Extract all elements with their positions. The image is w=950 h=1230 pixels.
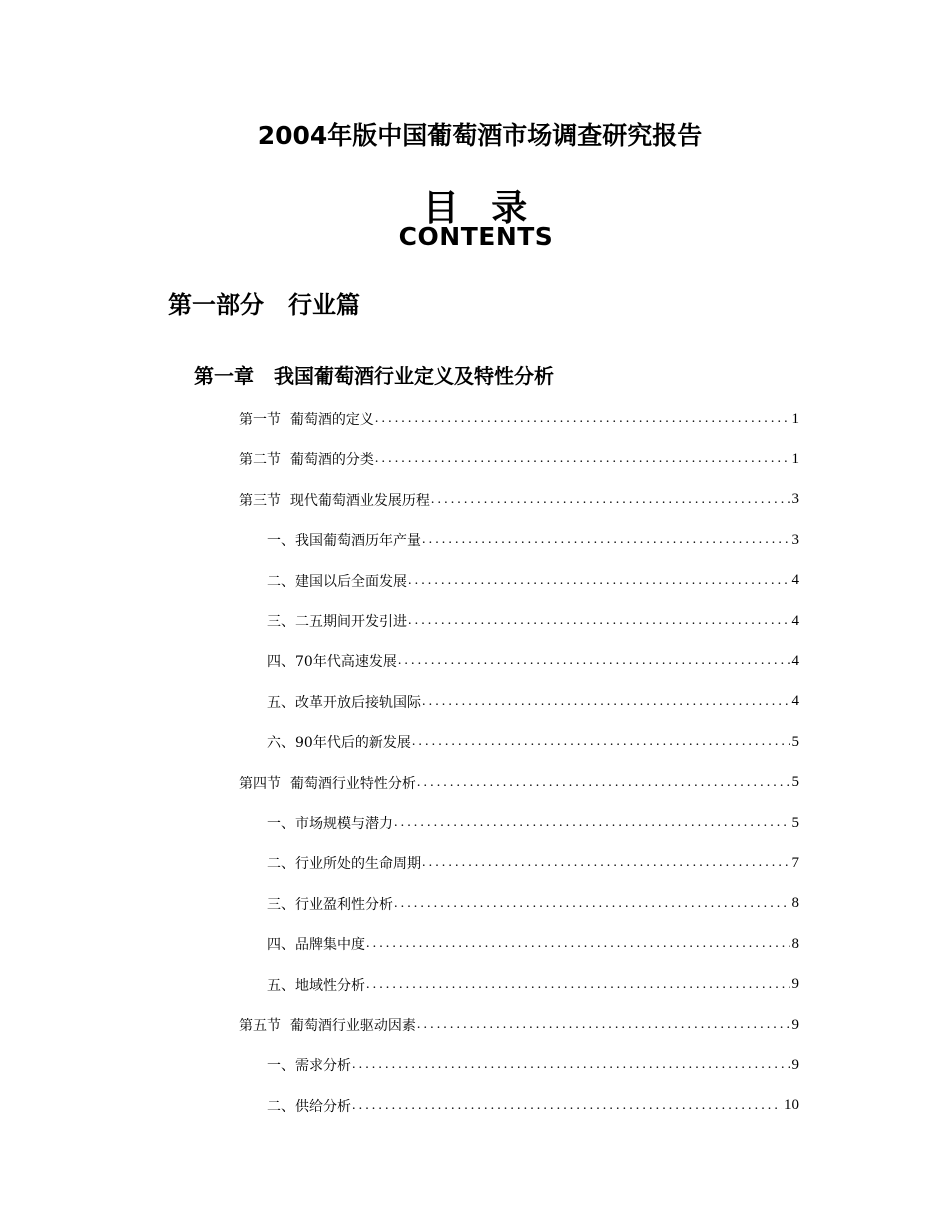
toc-page-number: 8 (791, 935, 799, 952)
toc-entry[interactable] (267, 1086, 799, 1126)
toc-entry[interactable] (239, 1005, 799, 1045)
toc-entry[interactable] (267, 803, 799, 843)
document-title: 2004年版中国葡萄酒市场调查研究报告 (257, 121, 703, 150)
toc-entry-text: 二、行业所处的生命周期 (267, 856, 421, 873)
toc-entry-text: 三、行业盈利性分析 (267, 896, 393, 913)
toc-entry[interactable] (267, 843, 799, 883)
toc-dot-leader (352, 1057, 790, 1073)
toc-entry-text: 四、品牌集中度 (267, 937, 365, 954)
toc-page-number: 8 (791, 895, 799, 912)
toc-entry-text: 第二节 葡萄酒的分类 (239, 452, 374, 469)
toc-page-number: 4 (791, 612, 799, 629)
toc-page-number: 5 (791, 814, 799, 831)
toc-dot-leader (366, 977, 790, 993)
toc-dot-leader (375, 451, 790, 467)
toc-dot-leader (394, 896, 790, 912)
toc-entry-text: 五、地域性分析 (267, 977, 365, 994)
toc-page-number: 3 (791, 531, 799, 548)
toc-page-number: 1 (791, 410, 799, 427)
toc-entry-text: 二、供给分析 (267, 1098, 351, 1115)
part-heading[interactable]: 第一部分 行业篇 (168, 291, 360, 319)
toc-entry[interactable] (239, 439, 799, 479)
toc-entry[interactable] (267, 601, 799, 641)
toc-dot-leader (408, 573, 790, 589)
toc-entry-text: 第五节 葡萄酒行业驱动因素 (239, 1018, 416, 1034)
toc-page-number: 5 (791, 733, 799, 750)
toc-dot-leader (398, 653, 790, 669)
toc-dot-leader (408, 613, 790, 629)
toc-page-number: 10 (784, 1097, 799, 1114)
toc-title: 目 录 (422, 188, 538, 229)
toc-dot-leader (422, 694, 790, 710)
toc-page-number: 3 (791, 491, 799, 508)
toc-entry[interactable] (267, 561, 799, 601)
toc-dot-leader (412, 734, 790, 750)
toc-entry-text: 第四节 葡萄酒行业特性分析 (239, 775, 416, 792)
toc-page-number: 5 (791, 774, 799, 791)
toc-entry-text: 五、改革开放后接轨国际 (267, 694, 421, 711)
toc-entry-text: 四、70年代高速发展 (267, 654, 397, 671)
chapter-heading[interactable]: 第一章 我国葡萄酒行业定义及特性分析 (194, 364, 554, 388)
toc-dot-leader (431, 492, 790, 508)
toc-page-number: 1 (791, 450, 799, 467)
toc-entry[interactable] (267, 924, 799, 964)
toc-entry[interactable] (267, 641, 799, 681)
toc-entry[interactable] (239, 480, 799, 520)
toc-entry[interactable] (267, 965, 799, 1005)
toc-entry-text: 三、二五期间开发引进 (267, 614, 407, 630)
toc-entry[interactable] (267, 682, 799, 722)
toc-dot-leader (394, 815, 790, 831)
toc-entry[interactable] (239, 763, 799, 803)
toc-dot-leader (417, 775, 790, 791)
toc-entry[interactable] (267, 722, 799, 762)
toc-page-number: 4 (791, 572, 799, 589)
toc-page-number: 7 (791, 854, 799, 871)
toc-entry-text: 一、市场规模与潜力 (267, 816, 393, 832)
toc-entry[interactable] (239, 399, 799, 439)
toc-dot-leader (366, 936, 790, 952)
toc-page-number: 9 (791, 1056, 799, 1073)
toc-dot-leader (422, 855, 790, 871)
toc-entry-text: 二、建国以后全面发展 (267, 573, 407, 590)
toc-entry-text: 一、我国葡萄酒历年产量 (267, 533, 421, 550)
toc-dot-leader (417, 1017, 790, 1033)
toc-page-number: 9 (791, 976, 799, 993)
toc-page-number: 9 (791, 1016, 799, 1033)
toc-entry-text: 六、90年代后的新发展 (267, 735, 411, 752)
toc-entry[interactable] (267, 520, 799, 560)
toc-dot-leader (422, 532, 790, 548)
toc-entry[interactable] (267, 884, 799, 924)
toc-subtitle: CONTENTS (398, 222, 554, 251)
toc-page-number: 4 (791, 652, 799, 669)
toc-entry[interactable] (267, 1045, 799, 1085)
toc-dot-leader (375, 411, 790, 427)
toc-entry-text: 第一节 葡萄酒的定义 (239, 412, 374, 428)
toc-dot-leader (352, 1098, 782, 1114)
toc-page-number: 4 (791, 693, 799, 710)
toc-entry-text: 一、需求分析 (267, 1058, 351, 1075)
toc-entry-text: 第三节 现代葡萄酒业发展历程 (239, 492, 430, 509)
